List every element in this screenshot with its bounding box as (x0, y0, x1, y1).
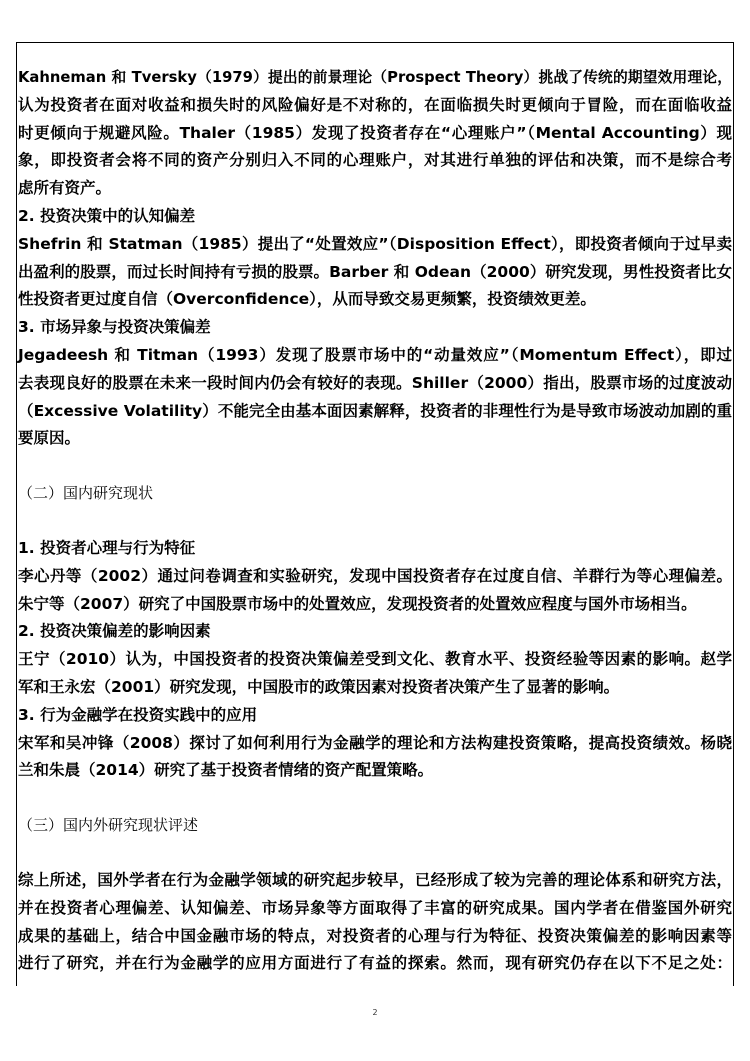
paragraph-line: Kahneman 和 Tversky（1979）提出的前景理论（Prospect Theory）挑战了传统的期望效用理论， (18, 69, 732, 86)
paragraph-line: 综上所述，国外学者在行为金融学领域的研究起步较早，已经形成了较为完善的理论体系和研究方法， (18, 870, 732, 889)
paragraph-line: 性投资者更过度自信（Overconfidence），从而导致交易更频繁，投资绩效更差。 (18, 290, 596, 309)
section-heading-review: （三）国内外研究现状评述 (18, 816, 199, 835)
paragraph-line: 进行了研究，并在行为金融学的应用方面进行了有益的探索。然而，现有研究仍存在以下不足之处： (18, 954, 732, 973)
paragraph-line: 并在投资者心理偏差、认知偏差、市场异象等方面取得了丰富的研究成果。国内学者在借鉴国外研究 (18, 898, 732, 917)
subheading-investor-psychology: 1. 投资者心理与行为特征 (18, 538, 196, 557)
paragraph-line: 王宁（2010）认为，中国投资者的投资决策偏差受到文化、教育水平、投资经验等因素的影响。赵学 (18, 650, 732, 669)
paragraph-line: 李心丹等（2002）通过问卷调查和实验研究，发现中国投资者存在过度自信、羊群行为等心理偏差。 (18, 566, 732, 585)
paragraph-line: 出盈利的股票，而过长时间持有亏损的股票。Barber 和 Odean（2000）研究发现，男性投资者比女 (18, 262, 732, 281)
section-heading-domestic: （二）国内研究现状 (18, 484, 154, 503)
paragraph-line: Jegadeesh 和 Titman（1993）发现了股票市场中的“动量效应”（Momentum Effect），即过 (18, 345, 732, 364)
paragraph-line: 宋军和吴冲锋（2008）探讨了如何利用行为金融学的理论和方法构建投资策略，提高投资绩效。杨晓 (18, 733, 732, 752)
paragraph-line: 虑所有资产。 (18, 179, 112, 198)
paragraph-line: Shefrin 和 Statman（1985）提出了“处置效应”（Disposition Effect），即投资者倾向于过早卖 (18, 234, 732, 253)
subheading-applications: 3. 行为金融学在投资实践中的应用 (18, 705, 258, 724)
paragraph-line: 要原因。 (18, 429, 81, 448)
subheading-influencing-factors: 2. 投资决策偏差的影响因素 (18, 622, 211, 641)
paragraph-line: （Excessive Volatility）不能完全由基本面因素解释，投资者的非理性行为是导致市场波动加剧的重 (18, 401, 732, 420)
paragraph-line: 朱宁等（2007）研究了中国股票市场中的处置效应，发现投资者的处置效应程度与国外市场相当。 (18, 594, 697, 613)
page-number: 2 (372, 1008, 378, 1017)
subheading-market-anomalies: 3. 市场异象与投资决策偏差 (18, 318, 211, 337)
subheading-cognitive-bias: 2. 投资决策中的认知偏差 (18, 206, 196, 225)
paragraph-line: 象，即投资者会将不同的资产分别归入不同的心理账户，对其进行单独的评估和决策，而不是综合考 (18, 151, 732, 170)
paragraph-line: 兰和朱晨（2014）研究了基于投资者情绪的资产配置策略。 (18, 761, 434, 780)
paragraph-line: 认为投资者在面对收益和损失时的风险偏好是不对称的，在面临损失时更倾向于冒险，而在面临收益 (18, 95, 732, 114)
paragraph-line: 时更倾向于规避风险。Thaler（1985）发现了投资者存在“心理账户”（Mental Accounting）现 (18, 123, 732, 142)
paragraph-line: 去表现良好的股票在未来一段时间内仍会有较好的表现。Shiller（2000）指出，股票市场的过度波动 (18, 373, 732, 392)
paragraph-line: 成果的基础上，结合中国金融市场的特点，对投资者的心理与行为特征、投资决策偏差的影响因素等 (18, 926, 732, 945)
document-body (18, 64, 732, 978)
paragraph-line: 军和王永宏（2001）研究发现，中国股市的政策因素对投资者决策产生了显著的影响。 (18, 677, 620, 696)
